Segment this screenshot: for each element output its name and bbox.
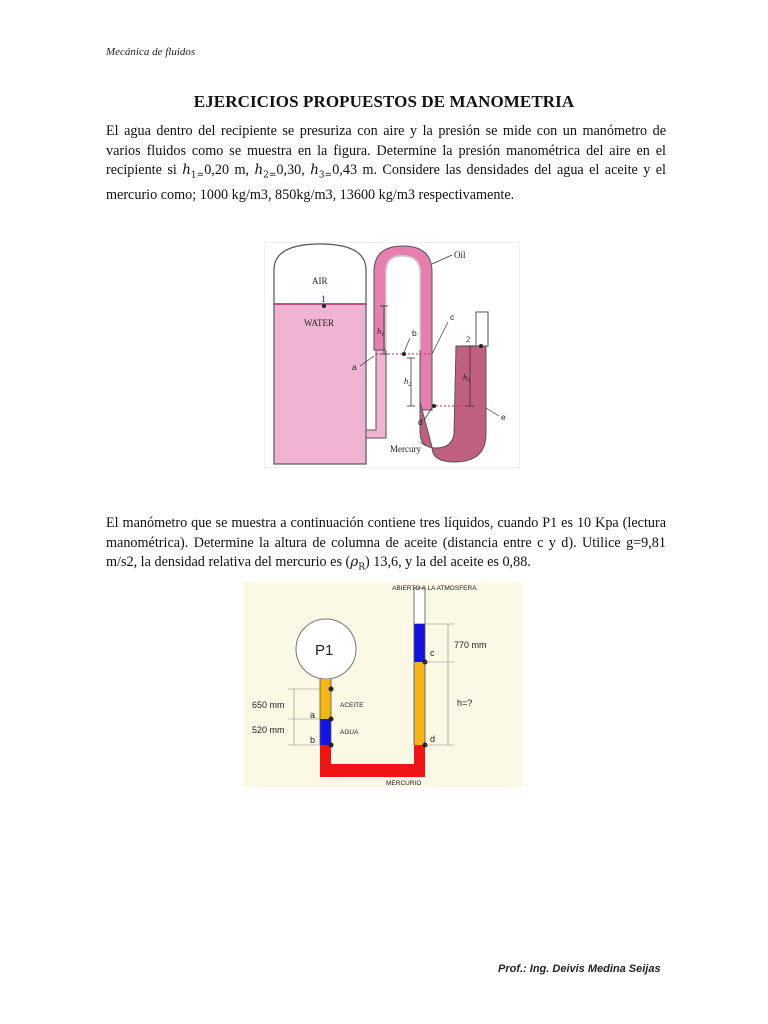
left-oil-column: [320, 679, 331, 719]
page-title: EJERCICIOS PROPUESTOS DE MANOMETRIA: [193, 92, 575, 111]
right-water-column: [414, 624, 425, 662]
label-aceite: ACEITE: [340, 702, 364, 709]
three-liquid-manometer-figure: [244, 582, 523, 787]
point-a2-marker: [329, 717, 334, 722]
point-d-marker: [432, 404, 436, 408]
manometer-tank-figure: [264, 242, 520, 468]
point-b-marker: [329, 743, 334, 748]
point-b-marker: [402, 352, 406, 356]
label-b: b: [412, 328, 417, 338]
point-2-marker: [479, 344, 483, 348]
label-h1: $h_1$: [377, 326, 385, 338]
label-h-unknown: h=?: [457, 698, 473, 708]
label-c: c: [430, 648, 435, 658]
label-oil: Oil: [454, 250, 466, 260]
label-open-atmosphere: ABIERTO A LA ATMOSFERA: [392, 585, 477, 592]
label-b: b: [310, 735, 316, 745]
label-point-2: 2: [466, 334, 471, 344]
point-1-marker: [322, 304, 326, 308]
label-650mm: 650 mm: [252, 700, 285, 710]
page-header: Mecánica de fluidos: [106, 46, 196, 58]
label-a: a: [310, 710, 316, 720]
label-h3: $h_3$: [463, 372, 471, 384]
label-agua: AGUA: [340, 729, 359, 736]
tank-air-region: [274, 244, 366, 304]
right-open-tube: [414, 588, 425, 624]
label-520mm: 520 mm: [252, 725, 285, 735]
page-footer-author: Prof.: Ing. Deivis Medina Seijas: [498, 963, 661, 975]
label-h2: $h_2$: [404, 376, 412, 388]
label-e: e: [501, 412, 506, 422]
label-p1: P1: [315, 642, 334, 659]
label-d: d: [430, 734, 436, 744]
left-water-column: [320, 719, 331, 745]
label-mercurio: MERCURIO: [386, 780, 422, 787]
label-c: c: [450, 312, 455, 322]
label-point-1: 1: [321, 294, 326, 304]
problem-1-statement: El agua dentro del recipiente se presuriza con aire y la presión se mide con un manómetro de varios fluidos como se muestra en la figura. Determine la presión manométrica del aire en el recipiente si $h_{1=}0,20$ m, $h_{2=}0,30$, $h_{3=}0,43$ m. Considere las densidades del agua el aceite y el mercurio como; 1000 kg/m3, 850kg/m3, 13600 kg/m3 respectivamente.: [106, 123, 667, 204]
problem-2-statement: El manómetro que se muestra a continuación contiene tres líquidos, cuando P1 es 10 Kpa (lectura manométrica). Determine la altura de columna de aceite (distancia entre c y d). Utilice g=9,81 m/s2, la densidad relativa del mercurio es $(\rho_R)$ 13,6, y la del aceite es 0,88.: [106, 515, 666, 573]
label-d: d: [418, 417, 423, 427]
open-tube-right: [476, 312, 488, 346]
label-a: a: [352, 362, 357, 372]
point-a-marker: [329, 687, 334, 692]
label-770mm: 770 mm: [454, 640, 487, 650]
label-air: AIR: [312, 276, 328, 286]
right-oil-column: [414, 662, 425, 745]
label-water: WATER: [304, 318, 334, 328]
tank-water-region: [274, 304, 366, 464]
label-mercury: Mercury: [390, 444, 421, 454]
